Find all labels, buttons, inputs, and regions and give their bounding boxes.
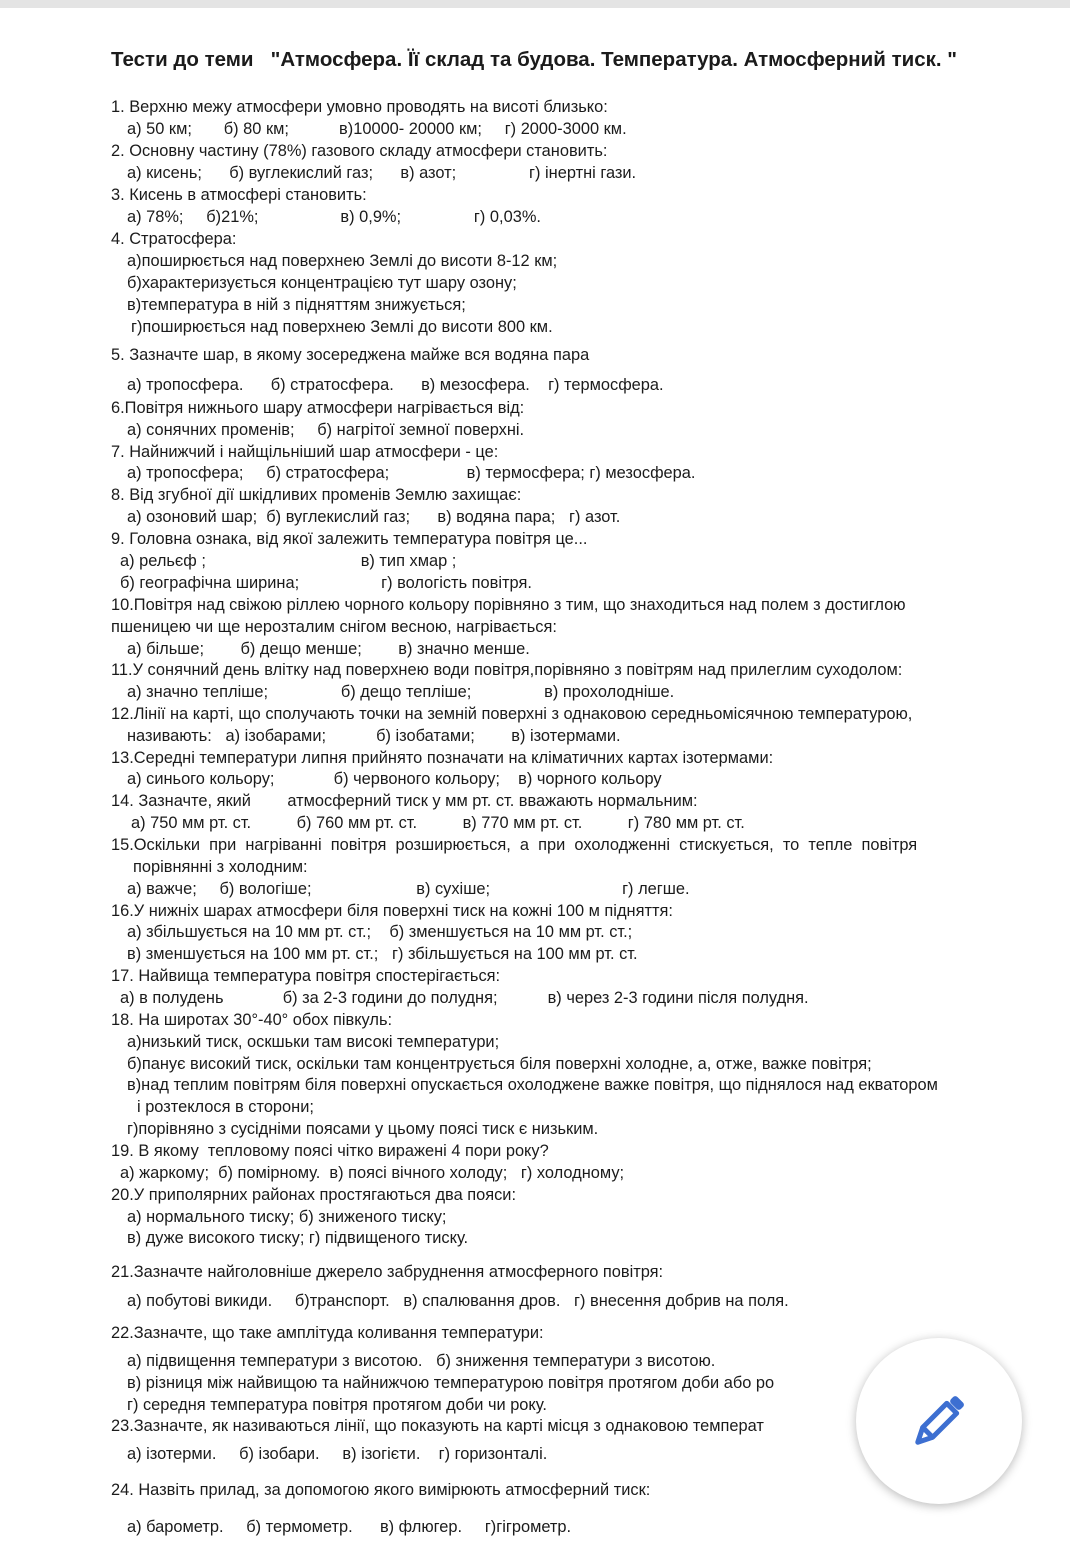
answer-line: а) 750 мм рт. ст. б) 760 мм рт. ст. в) 770 мм рт. ст. г) 780 мм рт. ст. (131, 814, 745, 832)
answer-line: а) синього кольору; б) червоного кольору; в) чорного кольору (127, 770, 662, 788)
answer-line: а) 50 км; б) 80 км; в)10000- 20000 км; г) 2000-3000 км. (127, 120, 627, 138)
question-line: 11.У сонячний день влітку над поверхнею води повітря,порівняно з повітрям над прилеглим суходолом: (111, 661, 903, 679)
top-edge-bar (0, 0, 1070, 8)
question-line: 14. Зазначте, який атмосферний тиск у мм рт. ст. вважають нормальним: (111, 792, 698, 810)
answer-line: а) побутові викиди. б)транспорт. в) спалювання дров. г) внесення добрив на поля. (127, 1292, 789, 1310)
answer-line: а) жаркому; б) помірному. в) поясі вічного холоду; г) холодному; (120, 1164, 625, 1182)
answer-line: б)панує високий тиск, оскільки там концентрується біля поверхні холодне, а, отже, важке повітря; (127, 1055, 872, 1073)
question-line: 4. Стратосфера: (111, 230, 237, 248)
answer-line: і розтеклося в сторони; (137, 1098, 314, 1116)
question-line: 18. На широтах 30°-40° обох півкуль: (111, 1011, 393, 1029)
question-line: пшеницею чи ще нерозталим снігом весною, нагрівається: (111, 618, 557, 636)
answer-line: в) дуже високого тиску; г) підвищеного тиску. (127, 1229, 469, 1247)
answer-line: а) тропосфера; б) стратосфера; в) термосфера; г) мезосфера. (127, 464, 696, 482)
question-line: порівнянні з холодним: (133, 858, 308, 876)
answer-line: називають: а) ізобарами; б) ізобатами; в) ізотермами. (127, 727, 621, 745)
answer-line: а) сонячних променів; б) нагрітої земної поверхні. (127, 421, 525, 439)
answer-line: а)поширюється над поверхнею Землі до висоти 8-12 км; (127, 252, 558, 270)
question-line: 13.Середні температури липня прийнято позначати на кліматичних картах ізотермами: (111, 749, 774, 767)
edit-fab-button[interactable] (856, 1338, 1022, 1504)
answer-line: а) тропосфера. б) стратосфера. в) мезосфера. г) термосфера. (127, 376, 664, 394)
question-line: 19. В якому тепловому поясі чітко виражені 4 пори року? (111, 1142, 549, 1160)
answer-line: а) озоновий шар; б) вуглекислий газ; в) водяна пара; г) азот. (127, 508, 621, 526)
question-line: 6.Повітря нижнього шару атмосфери нагрівається від: (111, 399, 525, 417)
answer-line: в) різниця між найвищою та найнижчою температурою повітря протягом доби або ро (127, 1374, 775, 1392)
page-title: Тести до теми "Атмосфера. Її склад та будова. Температура. Атмосферний тиск. " (111, 48, 957, 71)
answer-line: в) зменшується на 100 мм рт. ст.; г) збільшується на 100 мм рт. ст. (127, 945, 638, 963)
answer-line: а) барометр. б) термометр. в) флюгер. г)гігрометр. (127, 1518, 572, 1536)
answer-line: в)над теплим повітрям біля поверхні опускається охолоджене важке повітря, що піднялося над екватором (127, 1076, 938, 1094)
answer-line: а) ізотерми. б) ізобари. в) ізогієти. г) горизонталі. (127, 1445, 548, 1463)
question-line: 9. Головна ознака, від якої залежить температура повітря це... (111, 530, 588, 548)
question-line: 10.Повітря над свіжою ріллею чорного кольору порівняно з тим, що знаходиться над полем з достиглою (111, 596, 906, 614)
question-line: 23.Зазначте, як називаються лінії, що показують на карті місця з однаковою температ (111, 1417, 764, 1435)
answer-line: а) рельєф ; в) тип хмар ; (120, 552, 457, 570)
answer-line: а) значно тепліше; б) дещо тепліше; в) прохолодніше. (127, 683, 675, 701)
question-line: 15.Оскільки при нагріванні повітря розширюється, а при охолодженні стискується, то тепле повітря (111, 836, 918, 854)
answer-line: а) збільшується на 10 мм рт. ст.; б) зменшується на 10 мм рт. ст.; (127, 923, 633, 941)
answer-line: а) важче; б) вологіше; в) сухіше; г) легше. (127, 880, 690, 898)
question-line: 22.Зазначте, що таке амплітуда коливання температури: (111, 1324, 544, 1342)
question-line: 20.У приполярних районах простягаються два пояси: (111, 1186, 517, 1204)
question-line: 21.Зазначте найголовніше джерело забруднення атмосферного повітря: (111, 1263, 664, 1281)
question-line: 24. Назвіть прилад, за допомогою якого вимірюють атмосферний тиск: (111, 1481, 651, 1499)
answer-line: в)температура в ній з підняттям знижується; (127, 296, 466, 314)
answer-line: б) географічна ширина; г) вологість повітря. (120, 574, 532, 592)
answer-line: б)характеризується концентрацією тут шару озону; (127, 274, 517, 292)
question-line: 3. Кисень в атмосфері становить: (111, 186, 367, 204)
question-line: 12.Лінії на карті, що сполучають точки на земній поверхні з однаковою середньомісячною температурою, (111, 705, 913, 723)
question-line: 2. Основну частину (78%) газового складу атмосфери становить: (111, 142, 608, 160)
question-line: 7. Найнижчий і найщільніший шар атмосфери - це: (111, 443, 499, 461)
answer-line: а) більше; б) дещо менше; в) значно менше. (127, 640, 530, 658)
answer-line: а) в полудень б) за 2-3 години до полудня; в) через 2-3 години після полудня. (120, 989, 809, 1007)
answer-line: г) середня температура повітря протягом доби чи року. (127, 1396, 547, 1414)
pencil-icon (903, 1385, 975, 1457)
answer-line: г)поширюється над поверхнею Землі до висоти 800 км. (131, 318, 553, 336)
answer-line: г)порівняно з сусідніми поясами у цьому поясі тиск є низьким. (127, 1120, 599, 1138)
answer-line: а) кисень; б) вуглекислий газ; в) азот; г) інертні гази. (127, 164, 637, 182)
question-line: 16.У нижніх шарах атмосфери біля поверхні тиск на кожні 100 м підняття: (111, 902, 673, 920)
answer-line: а) 78%; б)21%; в) 0,9%; г) 0,03%. (127, 208, 541, 226)
answer-line: а) підвищення температури з висотою. б) зниження температури з висотою. (127, 1352, 716, 1370)
question-line: 8. Від згубної дії шкідливих променів Землю захищає: (111, 486, 522, 504)
question-line: 1. Верхню межу атмосфери умовно проводять на висоті близько: (111, 98, 608, 116)
question-line: 17. Найвища температура повітря спостерігається: (111, 967, 501, 985)
answer-line: а)низький тиск, оскшьки там високі температури; (127, 1033, 500, 1051)
question-line: 5. Зазначте шар, в якому зосереджена майже вся водяна пара (111, 346, 590, 364)
answer-line: а) нормального тиску; б) зниженого тиску; (127, 1208, 447, 1226)
